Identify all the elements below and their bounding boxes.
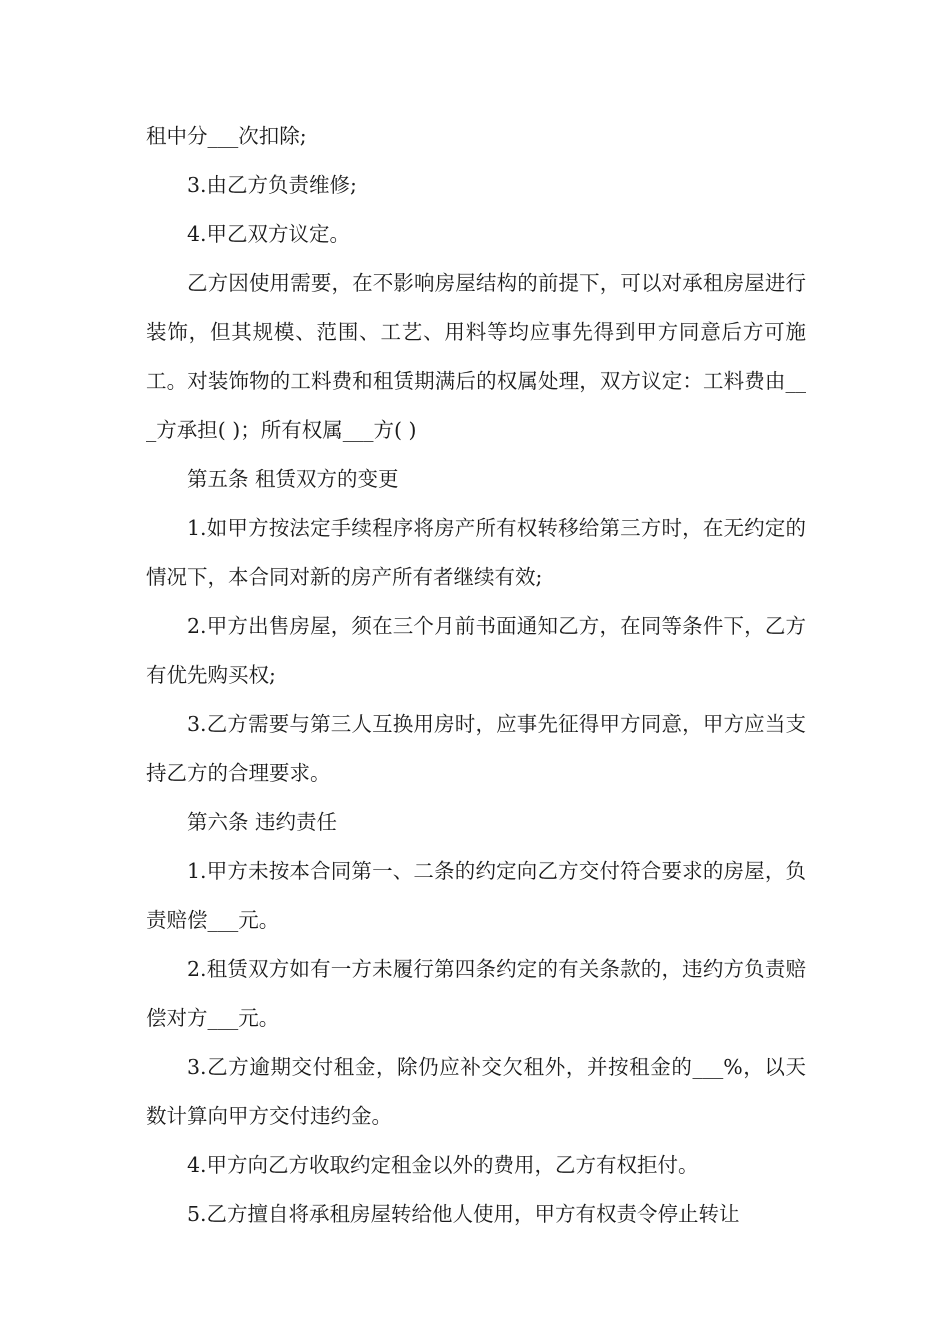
clause-item: 2.租赁双方如有一方未履行第四条约定的有关条款的，违约方负责赔偿对方___元。: [146, 957, 806, 1030]
document-body: [146, 112, 806, 1239]
clause-item: 4.甲乙双方议定。: [187, 222, 351, 246]
clause-item: 1.甲方未按本合同第一、二条的约定向乙方交付符合要求的房屋，负责赔偿___元。: [146, 859, 806, 932]
paragraph-continuation: 租中分___次扣除;: [146, 124, 307, 148]
article-heading-5: 第五条 租赁双方的变更: [187, 467, 399, 491]
clause-item: 4.甲方向乙方收取约定租金以外的费用，乙方有权拒付。: [187, 1153, 699, 1177]
paragraph-decoration: 乙方因使用需要，在不影响房屋结构的前提下，可以对承租房屋进行装饰，但其规模、范围、工艺、用料等均应事先得到甲方同意后方可施工。对装饰物的工料费和租赁期满后的权属处理，双方议定：工料费由___方承担( )；所有权属___方( ): [146, 271, 806, 442]
article-heading-6: 第六条 违约责任: [187, 810, 338, 834]
clause-item: 5.乙方擅自将承租房屋转给他人使用，甲方有权责令停止转让: [187, 1202, 740, 1226]
clause-item: 3.乙方需要与第三人互换用房时，应事先征得甲方同意，甲方应当支持乙方的合理要求。: [146, 712, 806, 785]
clause-item: 3.由乙方负责维修;: [187, 173, 357, 197]
clause-item: 2.甲方出售房屋，须在三个月前书面通知乙方，在同等条件下，乙方有优先购买权;: [146, 614, 806, 687]
clause-item: 3.乙方逾期交付租金，除仍应补交欠租外，并按租金的___%，以天数计算向甲方交付违约金。: [146, 1055, 806, 1128]
clause-item: 1.如甲方按法定手续程序将房产所有权转移给第三方时，在无约定的情况下，本合同对新的房产所有者继续有效;: [146, 516, 806, 589]
